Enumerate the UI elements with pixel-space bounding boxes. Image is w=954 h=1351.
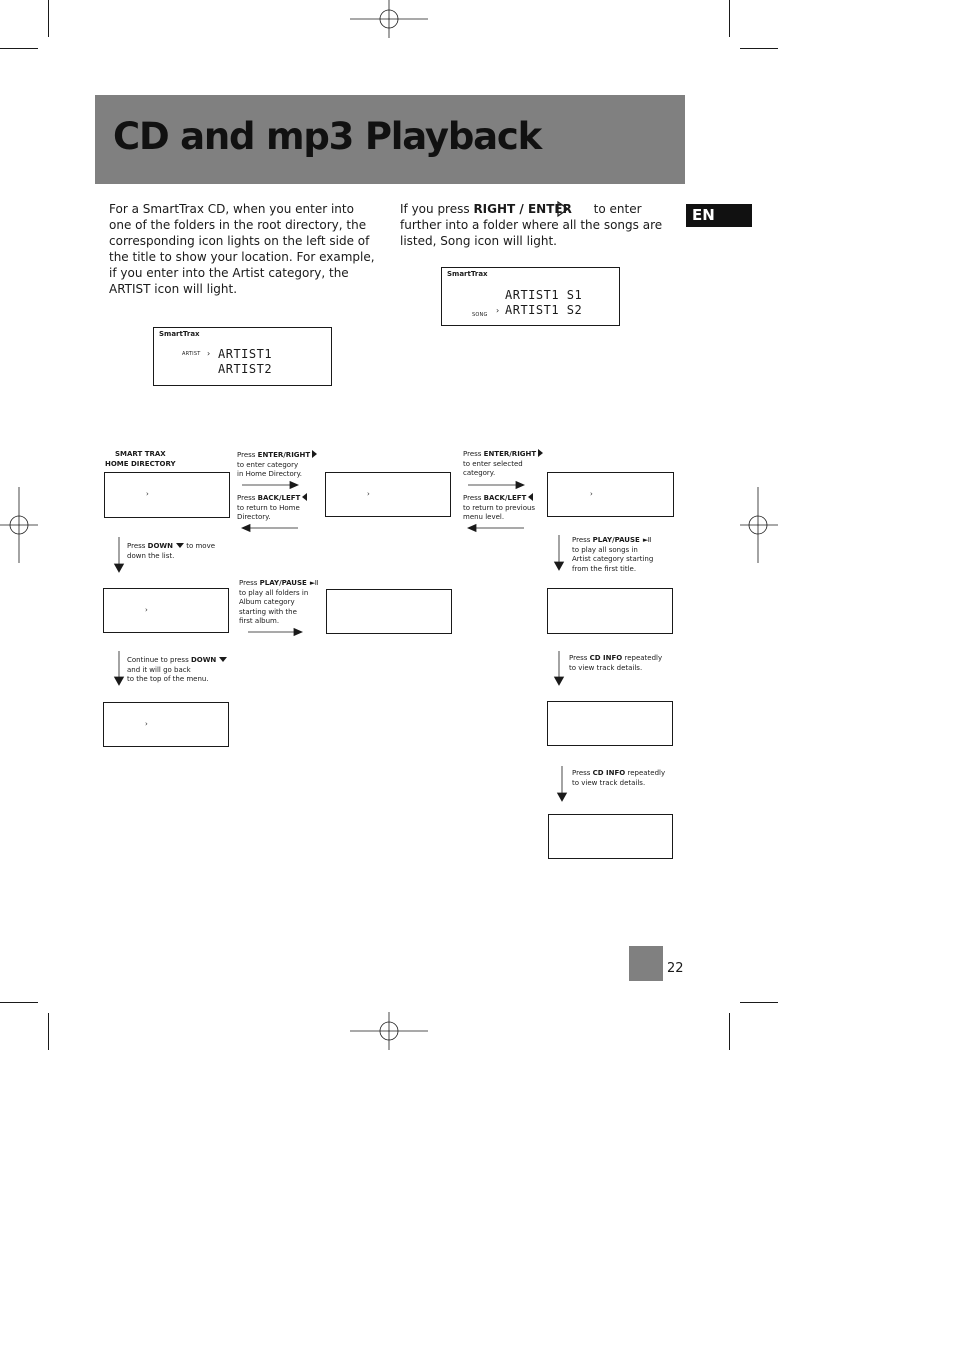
intro-right-paragraph <box>400 201 670 249</box>
home-label-line-2: HOME DIRECTORY <box>105 460 176 468</box>
registration-mark-icon <box>740 487 778 563</box>
lcd-brand: SmartTrax <box>447 270 488 278</box>
lcd-display-song <box>441 267 620 326</box>
note-key: PLAY/PAUSE <box>259 579 307 587</box>
note-prefix: Press <box>569 654 590 662</box>
lcd-display-artist <box>153 327 332 386</box>
note-play-artist <box>572 536 653 574</box>
note-prefix: Continue to press <box>127 656 191 664</box>
page-number-tab <box>629 946 663 981</box>
note-prefix: Press <box>463 450 484 458</box>
note-line: to the top of the menu. <box>127 675 209 683</box>
flow-box-songs <box>547 472 674 517</box>
lcd-pointer: › <box>496 306 500 315</box>
lcd-indicator-song: SONG <box>472 312 488 318</box>
page-title: CD and mp3 Playback <box>113 115 542 158</box>
note-line: menu level. <box>463 513 505 521</box>
note-prefix: Press <box>127 542 148 550</box>
note-line: to return to Home <box>237 503 300 512</box>
note-key: BACK/LEFT <box>483 494 527 502</box>
flow-box-down-1 <box>103 588 229 633</box>
note-line: repeatedly <box>625 769 666 777</box>
lcd-line-1: ARTIST1 S1 <box>505 288 583 302</box>
down-triangle-icon <box>176 543 184 548</box>
note-back-left-previous <box>463 493 535 523</box>
note-prefix: Press <box>572 769 593 777</box>
left-triangle-icon <box>528 493 533 501</box>
note-line: to view track details. <box>569 663 643 672</box>
flow-box-category <box>325 472 451 517</box>
registration-mark-icon <box>350 1012 428 1050</box>
note-line: Directory. <box>237 513 271 521</box>
note-play-album <box>239 579 318 627</box>
note-line: to play all songs in <box>572 545 638 554</box>
language-badge: EN <box>686 204 752 227</box>
note-cd-info-1 <box>569 654 662 673</box>
note-line: to view track details. <box>572 778 646 787</box>
note-enter-right-category <box>463 449 543 479</box>
lcd-line-2: ARTIST1 S2 <box>505 303 583 317</box>
note-prefix: Press <box>239 579 260 587</box>
intro-right-text-b: to enter further into a folder where all the songs are listed, Song icon will light. <box>400 202 663 248</box>
flow-pointer: › <box>145 720 148 728</box>
flow-box-home <box>104 472 230 518</box>
registration-mark-icon <box>350 0 428 38</box>
note-line: Album category <box>239 598 295 606</box>
flow-pointer: › <box>367 490 370 498</box>
flow-box-album-play <box>326 589 452 634</box>
note-prefix: Press <box>237 451 258 459</box>
note-prefix: Press <box>572 536 593 544</box>
intro-right-text-a: If you press <box>400 202 474 216</box>
note-line: category. <box>463 469 496 477</box>
lcd-brand: SmartTrax <box>159 330 200 338</box>
flow-pointer: › <box>145 606 148 614</box>
note-enter-right-home <box>237 450 317 480</box>
right-triangle-icon <box>312 450 317 458</box>
registration-mark-icon <box>0 487 38 563</box>
play-pause-icon: ►II <box>309 579 318 587</box>
note-line: repeatedly <box>622 654 663 662</box>
note-key: CD INFO <box>592 769 626 777</box>
flow-box-info-1 <box>547 701 673 746</box>
note-line: down the list. <box>127 551 175 560</box>
note-press-down <box>127 542 215 561</box>
home-label-line-1: SMART TRAX <box>115 450 166 458</box>
play-pause-icon: ►II <box>642 536 651 544</box>
note-continue-down <box>127 656 227 685</box>
lcd-pointer: › <box>207 349 211 358</box>
note-line: first album. <box>239 617 280 625</box>
note-line: Artist category starting <box>572 555 654 563</box>
note-line: and it will go back <box>127 665 191 674</box>
note-line: to play all folders in <box>239 588 309 597</box>
note-line: starting with the <box>239 607 297 616</box>
lcd-line-1: ARTIST1 <box>218 347 273 361</box>
home-directory-label <box>105 449 176 469</box>
note-key: CD INFO <box>589 654 623 662</box>
note-line: to return to previous <box>463 503 536 512</box>
note-back-left-home <box>237 493 307 523</box>
note-key: ENTER/RIGHT <box>483 450 537 458</box>
page-header <box>95 95 685 184</box>
note-line: to enter selected <box>463 459 523 468</box>
lcd-indicator-artist: ARTIST <box>182 351 201 357</box>
down-triangle-icon <box>219 657 227 662</box>
flow-box-down-2 <box>103 702 229 747</box>
lcd-line-2: ARTIST2 <box>218 362 273 376</box>
flow-pointer: › <box>146 490 149 498</box>
intro-left-text: For a SmartTrax CD, when you enter into one of the folders in the root directory, the corresponding icon lights on the left side of the title to show your location. For example, if you enter into the Artist category, the ARTIST icon will light. <box>109 202 375 296</box>
intro-right-bold: RIGHT / ENTER <box>473 202 572 216</box>
note-key: DOWN <box>190 656 217 664</box>
page-number: 22 <box>667 961 684 976</box>
left-triangle-icon <box>302 493 307 501</box>
note-line: in Home Directory. <box>237 470 302 478</box>
intro-left-paragraph <box>109 201 375 297</box>
note-prefix: Press <box>237 494 258 502</box>
note-cd-info-2 <box>572 769 665 788</box>
note-key: BACK/LEFT <box>257 494 301 502</box>
note-line: to enter category <box>237 460 299 469</box>
note-key: DOWN <box>147 542 173 550</box>
flow-box-artist-play <box>547 588 673 634</box>
note-key: ENTER/RIGHT <box>257 451 311 459</box>
flow-box-info-2 <box>548 814 673 859</box>
note-prefix: Press <box>463 494 484 502</box>
note-line: from the first title. <box>572 564 637 573</box>
note-line: to move <box>184 542 216 550</box>
note-key: PLAY/PAUSE <box>592 536 640 544</box>
flow-pointer: › <box>590 490 593 498</box>
right-triangle-icon <box>538 449 543 457</box>
